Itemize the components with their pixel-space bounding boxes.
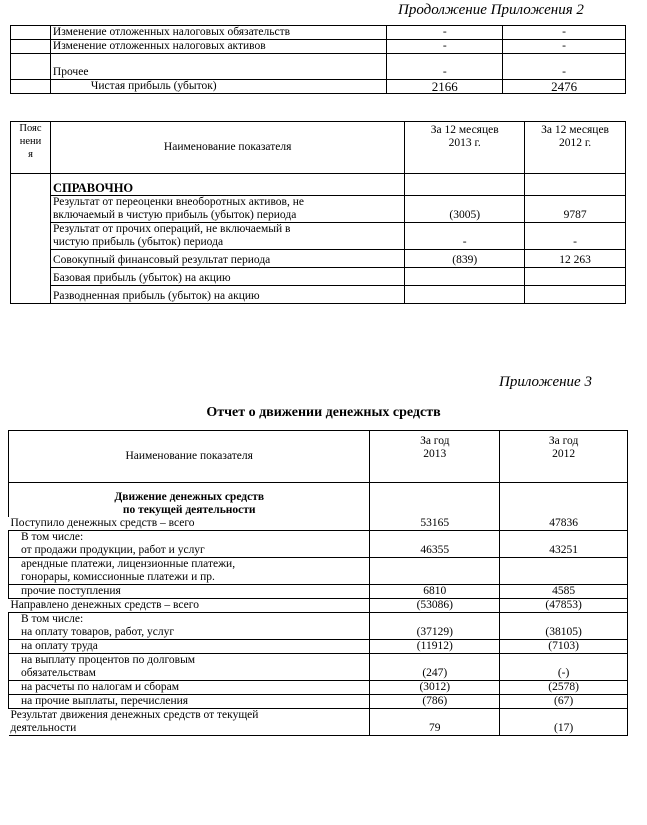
table-header-row (9, 431, 628, 483)
value-2013: 46355 (370, 530, 500, 557)
row-label: на оплату труда (9, 639, 370, 653)
table-row (9, 584, 628, 598)
appendix-label: Приложение 3 (499, 374, 592, 390)
table-row (11, 286, 626, 304)
value-2012: (-) (500, 653, 628, 680)
table-row (11, 26, 626, 40)
table-row (11, 196, 626, 223)
value-2012: (38105) (500, 612, 628, 639)
table-row (9, 612, 628, 639)
value-2012: (2578) (500, 680, 628, 694)
row-label: Результат от прочих операций, не включаемый в чистую прибыль (убыток) периода (50, 223, 404, 250)
table-row (9, 680, 628, 694)
row-label: на прочие выплаты, перечисления (9, 694, 370, 708)
value-2012: (17) (500, 708, 628, 735)
table-row (11, 223, 626, 250)
value-2012: - (525, 223, 626, 250)
column-header-name: Наименование показателя (50, 122, 404, 174)
value-2013: (11912) (370, 639, 500, 653)
value-2013: - (405, 223, 525, 250)
value-2013: - (387, 26, 503, 40)
row-label: арендные платежи, лицензионные платежи, гонорары, комиссионные платежи и пр. (9, 557, 370, 584)
value-2013: (839) (405, 250, 525, 268)
table-row (9, 639, 628, 653)
column-header-2012: За 12 месяцев 2012 г. (525, 122, 626, 174)
row-label: Результат от переоценки внеоборотных активов, не включаемый в чистую прибыль (убыток) периода (50, 196, 404, 223)
column-header-2013: За 12 месяцев 2013 г. (405, 122, 525, 174)
row-label: Изменение отложенных налоговых активов (50, 40, 386, 54)
value-2013: - (387, 54, 503, 80)
value-2013: 79 (370, 708, 500, 735)
value-2013: (786) (370, 694, 500, 708)
row-label: на расчеты по налогам и сборам (9, 680, 370, 694)
table-row (11, 268, 626, 286)
value-2012: 4585 (500, 584, 628, 598)
value-2013: (3005) (405, 196, 525, 223)
value-2013: (53086) (370, 598, 500, 612)
row-label: Прочее (50, 54, 386, 80)
column-header-2013: За год 2013 (370, 431, 500, 483)
value-2013: - (387, 40, 503, 54)
table-row (11, 250, 626, 268)
row-label: Изменение отложенных налоговых обязательств (50, 26, 386, 40)
income-table (10, 121, 626, 304)
table-row (9, 517, 628, 531)
value-2012: (47853) (500, 598, 628, 612)
value-2012: - (503, 26, 626, 40)
table-row (11, 174, 626, 196)
row-label: Результат движения денежных средств от текущей деятельности (9, 708, 370, 735)
report-title: Отчет о движении денежных средств (206, 405, 441, 420)
table-row (11, 54, 626, 80)
row-label: В том числе: на оплату товаров, работ, услуг (9, 612, 370, 639)
continuation-label: Продолжение Приложения 2 (398, 2, 584, 18)
row-label: Поступило денежных средств – всего (9, 517, 370, 531)
value-2012: (67) (500, 694, 628, 708)
value-2013 (405, 286, 525, 304)
table-row (9, 694, 628, 708)
table-row (9, 557, 628, 584)
value-2012: 9787 (525, 196, 626, 223)
cashflow-table (8, 430, 628, 736)
value-2012: 2476 (503, 80, 626, 94)
value-2012: - (503, 40, 626, 54)
value-2012: 12 263 (525, 250, 626, 268)
value-2013: 2166 (387, 80, 503, 94)
column-header-2012: За год 2012 (500, 431, 628, 483)
table-row (9, 708, 628, 735)
section-label: СПРАВОЧНО (50, 174, 404, 196)
income-top-table (10, 25, 626, 94)
table-header-row (11, 122, 626, 174)
table-row (9, 530, 628, 557)
section-row (9, 483, 628, 517)
value-2013: (3012) (370, 680, 500, 694)
value-2013: (247) (370, 653, 500, 680)
value-2012: 43251 (500, 530, 628, 557)
row-label: прочие поступления (9, 584, 370, 598)
row-label: Разводненная прибыль (убыток) на акцию (50, 286, 404, 304)
section-label: Движение денежных средств по текущей деятельности (9, 483, 370, 517)
value-2012 (525, 286, 626, 304)
value-2013 (405, 268, 525, 286)
row-label: Направлено денежных средств – всего (9, 598, 370, 612)
value-2013 (370, 557, 500, 584)
value-2013: 6810 (370, 584, 500, 598)
value-2012: - (503, 54, 626, 80)
value-2013: (37129) (370, 612, 500, 639)
value-2013: 53165 (370, 517, 500, 531)
value-2012: 47836 (500, 517, 628, 531)
table-row (11, 80, 626, 94)
row-label: на выплату процентов по долговым обязательствам (9, 653, 370, 680)
table-row (9, 653, 628, 680)
row-label: В том числе: от продажи продукции, работ и услуг (9, 530, 370, 557)
row-label: Базовая прибыль (убыток) на акцию (50, 268, 404, 286)
column-header-note: Пояс нени я (11, 122, 51, 174)
table-row (9, 598, 628, 612)
value-2012 (500, 557, 628, 584)
row-label: Совокупный финансовый результат периода (50, 250, 404, 268)
row-label: Чистая прибыль (убыток) (50, 80, 386, 94)
table-row (11, 40, 626, 54)
value-2012: (7103) (500, 639, 628, 653)
column-header-name: Наименование показателя (9, 431, 370, 483)
value-2012 (525, 268, 626, 286)
